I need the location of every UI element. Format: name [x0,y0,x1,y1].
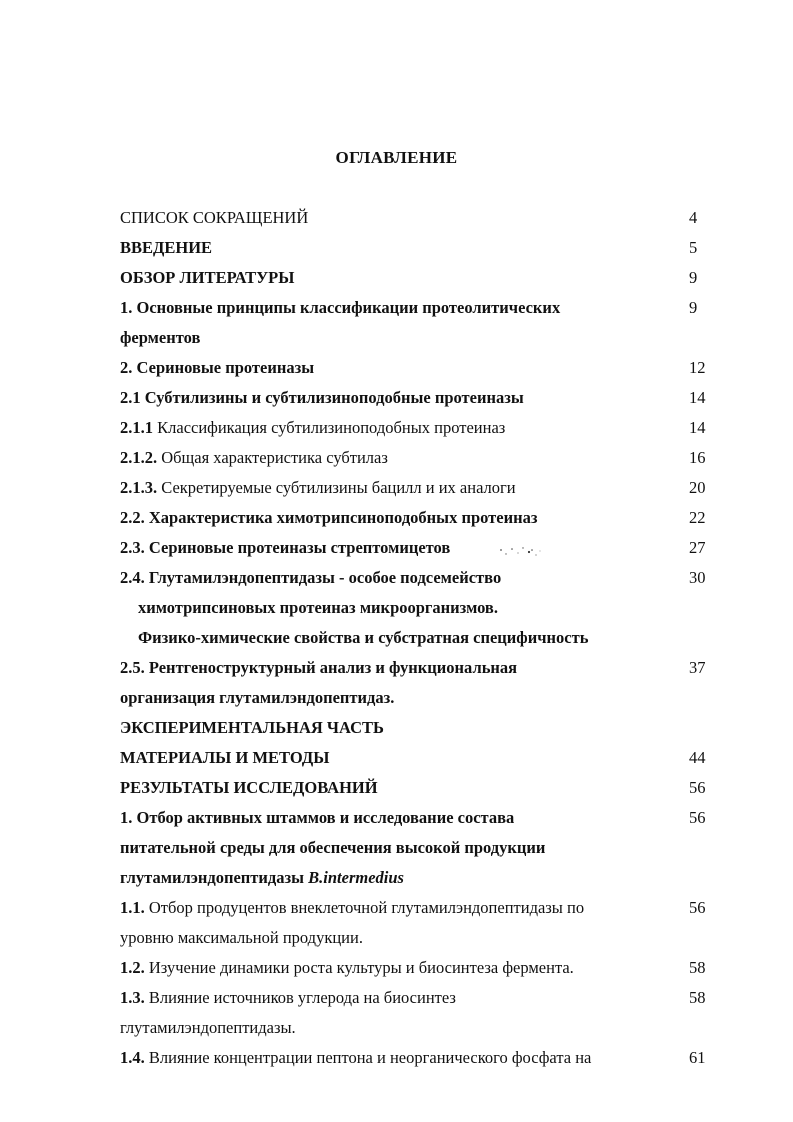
toc-entry-continuation [120,863,720,893]
toc-entry-page: 58 [689,958,706,977]
toc-entry [120,983,720,1013]
species-name: B.intermedius [308,868,404,887]
toc-entry-label: Классификация субтилизиноподобных протеиназ [153,418,506,437]
toc-entry-label: Общая характеристика субтилаз [157,448,388,467]
toc-entry-title [120,863,720,893]
toc-entry-title [120,953,720,983]
toc-entry [120,803,720,833]
toc-entry [120,893,720,923]
toc-entry-page: 20 [689,478,706,497]
toc-entry [120,653,720,683]
toc-entry-page: 12 [689,358,706,377]
toc-entry-title: 2.5. Рентгеноструктурный анализ и функциональная [120,658,518,677]
toc-entry-page: 14 [689,418,706,437]
toc-entry-continuation [120,923,720,953]
toc-entry-page: 27 [689,538,706,557]
toc-entry-number: 2.1.1 [120,418,153,437]
toc-entry-title [120,893,720,923]
toc-entry-title: ВВЕДЕНИЕ [120,238,213,257]
scan-noise [498,545,542,559]
toc-entry [120,953,720,983]
toc-entry-number: 1.3. [120,988,145,1007]
toc-entry-page: 5 [689,238,698,257]
table-of-contents [120,203,720,1073]
toc-entry-title: уровню максимальной продукции. [120,928,363,947]
toc-entry [120,203,720,233]
toc-entry [120,263,720,293]
toc-entry-title: МАТЕРИАЛЫ И МЕТОДЫ [120,748,330,767]
toc-entry-title [120,413,720,443]
toc-entry-number: 1.2. [120,958,145,977]
toc-entry-title: 1. Основные принципы классификации протеолитических [120,298,561,317]
toc-entry-label: Влияние источников углерода на биосинтез [144,988,456,1007]
toc-entry [120,443,720,473]
toc-entry-title: РЕЗУЛЬТАТЫ ИССЛЕДОВАНИЙ [120,778,378,797]
toc-entry-page: 30 [689,568,706,587]
toc-entry-page: 37 [689,658,706,677]
toc-entry-page: 56 [689,808,706,827]
toc-entry-title: 2.2. Характеристика химотрипсиноподобных протеиназ [120,508,538,527]
toc-entry-number: 2.1.2. [120,448,158,467]
toc-entry [120,383,720,413]
toc-entry-label: Изучение динамики роста культуры и биосинтеза фермента. [144,958,574,977]
toc-entry [120,413,720,443]
toc-entry-title: химотрипсиновых протеиназ микроорганизмов. [138,598,498,617]
toc-entry-continuation [120,623,720,653]
toc-entry [120,743,720,773]
toc-entry-title: 2.4. Глутамилэндопептидазы - особое подсемейство [120,568,502,587]
toc-entry-title [120,473,720,503]
toc-entry-continuation [120,833,720,863]
toc-entry-continuation [120,683,720,713]
toc-entry-title: организация глутамилэндопептидаз. [120,688,395,707]
toc-entry-title: ОБЗОР ЛИТЕРАТУРЫ [120,268,295,287]
toc-entry-title [120,443,720,473]
toc-entry-page: 14 [689,388,706,407]
toc-entry-page: 9 [689,268,698,287]
toc-entry-label: Влияние концентрации пептона и неорганического фосфата на [144,1048,592,1067]
toc-entry-page: 61 [689,1048,706,1067]
toc-entry-continuation [120,323,720,353]
toc-entry [120,503,720,533]
toc-entry-number: 1.4. [120,1048,145,1067]
toc-entry-title: ЭКСПЕРИМЕНТАЛЬНАЯ ЧАСТЬ [120,718,384,737]
toc-entry-title: СПИСОК СОКРАЩЕНИЙ [120,208,309,227]
toc-entry-label: Отбор продуцентов внеклеточной глутамилэндопептидазы по [144,898,585,917]
toc-entry-title [120,1043,720,1073]
toc-entry-label: Секретируемые субтилизины бацилл и их аналоги [157,478,516,497]
toc-entry [120,533,720,563]
toc-entry-continuation [120,1013,720,1043]
toc-entry-title: 1. Отбор активных штаммов и исследование состава [120,808,515,827]
toc-entry-title: 2.3. Сериновые протеиназы стрептомицетов [120,538,451,557]
toc-entry-title: Физико-химические свойства и субстратная специфичность [138,628,589,647]
toc-entry [120,713,720,743]
toc-entry [120,293,720,323]
toc-entry-page: 16 [689,448,706,467]
page-title: ОГЛАВЛЕНИЕ [335,148,458,167]
toc-entry-title: 2. Сериновые протеиназы [120,358,315,377]
toc-entry-page: 44 [689,748,706,767]
toc-entry-label: глутамилэндопептидазы [120,868,309,887]
toc-entry [120,473,720,503]
toc-entry [120,1043,720,1073]
toc-entry-title: питательной среды для обеспечения высокой продукции [120,838,546,857]
toc-entry [120,233,720,263]
toc-entry-number: 1.1. [120,898,145,917]
toc-entry-page: 9 [689,298,698,317]
toc-entry-page: 58 [689,988,706,1007]
toc-entry-title: 2.1 Субтилизины и субтилизиноподобные протеиназы [120,388,524,407]
toc-entry-page: 56 [689,898,706,917]
toc-entry-title [120,983,720,1013]
toc-entry-title: ферментов [120,328,201,347]
toc-entry-continuation [120,593,720,623]
toc-entry-page: 56 [689,778,706,797]
toc-entry-number: 2.1.3. [120,478,158,497]
toc-entry [120,773,720,803]
toc-entry-page: 22 [689,508,706,527]
toc-entry-title: глутамилэндопептидазы. [120,1018,296,1037]
toc-entry-page: 4 [689,208,698,227]
toc-entry [120,353,720,383]
toc-entry [120,563,720,593]
